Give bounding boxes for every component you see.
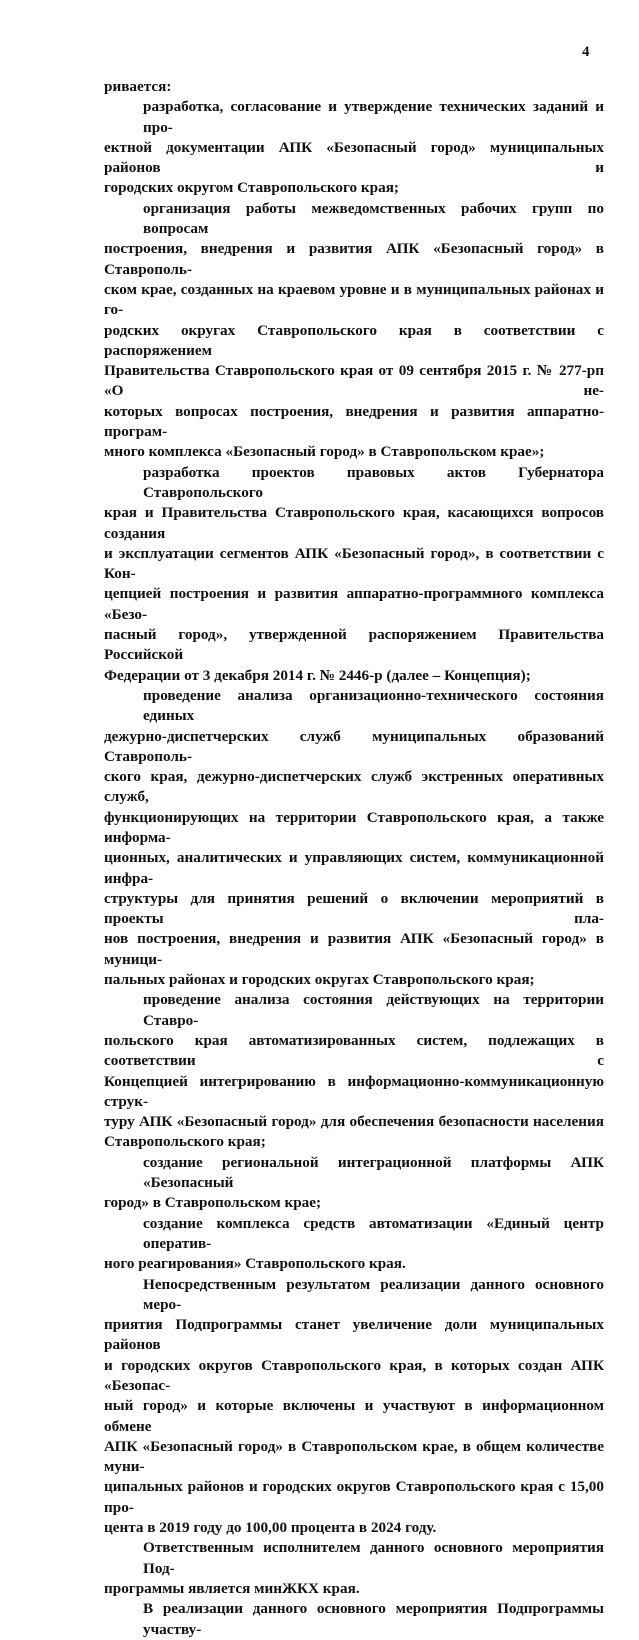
text-line: пальных районах и городских округах Ставропольского края; xyxy=(104,971,535,989)
paragraph xyxy=(104,97,604,198)
text-line: Федерации от 3 декабря 2014 г. № 2446-р (далее – Концепция); xyxy=(104,666,531,684)
text-line: ного реагирования» Ставропольского края. xyxy=(104,1255,406,1273)
paragraph xyxy=(104,1214,604,1275)
text-line: проведение анализа состояния действующих на территории Ставро- xyxy=(143,991,604,1029)
text-line: организация работы межведомственных рабочих групп по вопросам xyxy=(143,199,604,238)
text-line: дежурно-диспетчерских служб муниципальных образований Ставрополь- xyxy=(104,727,604,765)
text-line: цепцией построения и развития аппаратно-программного комплекса «Безо- xyxy=(104,585,604,623)
paragraph xyxy=(104,199,604,463)
text-line: Непосредственным результатом реализации данного основного меро- xyxy=(143,1275,604,1313)
text-line: структуры для принятия решений о включении мероприятий в проекты пла- xyxy=(104,889,604,928)
text-line: ривается: xyxy=(104,78,172,95)
paragraph xyxy=(104,1538,604,1599)
text-line: создание региональной интеграционной платформы АПК «Безопасный xyxy=(143,1153,604,1192)
text-line: Ответственным исполнителем данного основного мероприятия Под- xyxy=(143,1539,604,1577)
text-line: АПК «Безопасный город» в Ставропольском крае, в общем количестве муни- xyxy=(104,1437,604,1476)
text-line: ектной документации АПК «Безопасный город» муниципальных районов и xyxy=(104,138,604,177)
text-line: разработка проектов правовых актов Губернатора Ставропольского xyxy=(143,463,604,501)
paragraph xyxy=(104,1599,604,1640)
page-number: 4 xyxy=(582,44,590,60)
text-line: В реализации данного основного мероприятия Подпрограммы участву- xyxy=(143,1600,604,1638)
paragraph xyxy=(104,463,604,686)
text-line: пасный город», утвержденной распоряжением Правительства Российской xyxy=(104,626,604,664)
body-text xyxy=(104,77,604,1640)
text-line: туру АПК «Безопасный город» для обеспечения безопасности населения xyxy=(104,1113,604,1131)
text-line: польского края автоматизированных систем, подлежащих в соответствии с xyxy=(104,1031,604,1070)
text-line: Правительства Ставропольского края от 09 сентября 2015 г. № 277-рп «О не- xyxy=(104,362,604,400)
text-line: ципальных районов и городских округов Ставропольского края с 15,00 про- xyxy=(104,1478,604,1516)
text-line: которых вопросах построения, внедрения и развития аппаратно-програм- xyxy=(104,402,604,441)
text-line: приятия Подпрограммы станет увеличение доли муниципальных районов xyxy=(104,1316,604,1354)
text-line: программы является минЖКХ края. xyxy=(104,1579,360,1597)
text-line: Ставропольского края; xyxy=(104,1133,266,1151)
paragraph xyxy=(104,77,604,97)
paragraph xyxy=(104,1275,604,1539)
text-line: и городских округов Ставропольского края, в которых создан АПК «Безопас- xyxy=(104,1356,604,1394)
text-line: городских округом Ставропольского края; xyxy=(104,179,399,197)
text-line: функционирующих на территории Ставропольского края, а также информа- xyxy=(104,808,604,846)
text-line: построения, внедрения и развития АПК «Безопасный город» в Ставрополь- xyxy=(104,240,604,278)
text-line: родских округах Ставропольского края в соответствии с распоряжением xyxy=(104,321,604,359)
text-line: и эксплуатации сегментов АПК «Безопасный город», в соответствии с Кон- xyxy=(104,544,604,583)
paragraph xyxy=(104,1153,604,1214)
text-line: цента в 2019 году до 100,00 процента в 2024 году. xyxy=(104,1519,437,1537)
text-line: проведение анализа организационно-технического состояния единых xyxy=(143,686,604,725)
text-line: края и Правительства Ставропольского края, касающихся вопросов создания xyxy=(104,504,604,542)
text-line: нов построения, внедрения и развития АПК «Безопасный город» в муници- xyxy=(104,930,604,968)
paragraph xyxy=(104,990,604,1152)
text-line: ный город» и которые включены и участвуют в информационном обмене xyxy=(104,1397,604,1435)
text-line: Концепцией интегрированию в информационно-коммуникационную струк- xyxy=(104,1072,604,1110)
text-line: ского края, дежурно-диспетчерских служб экстренных оперативных служб, xyxy=(104,768,604,806)
paragraph xyxy=(104,686,604,990)
text-line: разработка, согласование и утверждение технических заданий и про- xyxy=(143,98,604,136)
text-line: ском крае, созданных на краевом уровне и в муниципальных районах и го- xyxy=(104,280,604,319)
text-line: много комплекса «Безопасный город» в Ставропольском крае»; xyxy=(104,443,545,461)
text-line: город» в Ставропольском крае; xyxy=(104,1194,322,1212)
text-line: создание комплекса средств автоматизации «Единый центр оператив- xyxy=(143,1214,604,1252)
text-line: ционных, аналитических и управляющих систем, коммуникационной инфра- xyxy=(104,849,604,887)
